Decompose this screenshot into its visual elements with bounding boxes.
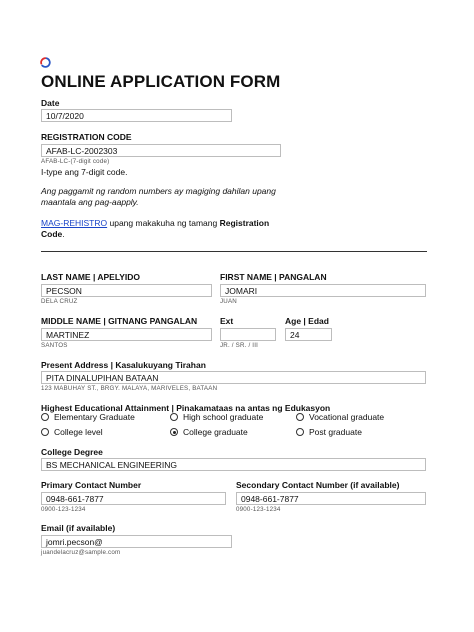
first-name-field[interactable]: JOMARI — [220, 284, 426, 297]
radio-selected-icon — [170, 428, 178, 436]
last-name-field[interactable]: PECSON — [41, 284, 212, 297]
education-option-college-graduate[interactable] — [170, 427, 248, 437]
education-option-vocational[interactable] — [296, 412, 384, 422]
middle-name-label: MIDDLE NAME | GITNANG PANGALAN — [41, 316, 198, 326]
ext-hint: JR. / SR. / III — [220, 342, 259, 349]
first-name-hint: JUAN — [220, 298, 237, 305]
secondary-contact-field[interactable]: 0948-661-7877 — [236, 492, 426, 505]
primary-contact-hint: 0900-123-1234 — [41, 506, 86, 513]
education-option-label: High school graduate — [183, 412, 264, 422]
brand-logo-icon — [40, 57, 51, 68]
email-field[interactable]: jomri.pecson@ — [41, 535, 232, 548]
page-title: ONLINE APPLICATION FORM — [41, 72, 281, 91]
date-field[interactable]: 10/7/2020 — [41, 109, 232, 122]
register-instruction-code: Code — [41, 229, 63, 239]
registration-code-field[interactable]: AFAB-LC-2002303 — [41, 144, 281, 157]
last-name-hint: DELA CRUZ — [41, 298, 78, 305]
college-degree-label: College Degree — [41, 447, 103, 457]
register-instruction-period: . — [62, 229, 65, 239]
education-option-label: Vocational graduate — [309, 412, 385, 422]
radio-circle-icon — [296, 428, 304, 436]
email-hint: juandelacruz@sample.com — [41, 549, 121, 556]
random-numbers-warning-line1: Ang paggamit ng random numbers ay magiging dahilan upang — [41, 186, 276, 196]
register-instruction-bold: Registration — [219, 218, 270, 228]
primary-contact-field[interactable]: 0948-661-7877 — [41, 492, 226, 505]
education-option-label: College graduate — [183, 427, 248, 437]
education-option-label: College level — [54, 427, 103, 437]
registration-code-hint: AFAB-LC-(7-digit code) — [41, 158, 110, 165]
education-option-label: Elementary Graduate — [54, 412, 135, 422]
register-instruction-line2 — [41, 229, 65, 239]
radio-circle-icon — [170, 413, 178, 421]
middle-name-field[interactable]: MARTINEZ — [41, 328, 212, 341]
radio-circle-icon — [41, 428, 49, 436]
radio-circle-icon — [41, 413, 49, 421]
address-hint: 123 MABUHAY ST., BRGY. MALAYA, MARIVELES, BATAAN — [41, 385, 218, 392]
address-field[interactable]: PITA DINALUPIHAN BATAAN — [41, 371, 426, 384]
middle-name-hint: SANTOS — [41, 342, 68, 349]
register-instruction — [41, 218, 269, 228]
age-field[interactable]: 24 — [285, 328, 332, 341]
education-option-post-graduate[interactable] — [296, 427, 362, 437]
radio-circle-icon — [296, 413, 304, 421]
ext-label: Ext — [220, 316, 234, 326]
secondary-contact-hint: 0900-123-1234 — [236, 506, 281, 513]
education-option-label: Post graduate — [309, 427, 362, 437]
registration-code-note: I-type ang 7-digit code. — [41, 167, 128, 177]
register-instruction-text: upang makakuha ng tamang — [107, 218, 220, 228]
age-label: Age | Edad — [285, 316, 329, 326]
random-numbers-warning-line2: maantala ang pag-aapply. — [41, 197, 139, 207]
ext-field[interactable] — [220, 328, 276, 341]
registration-code-label: REGISTRATION CODE — [41, 132, 132, 142]
secondary-contact-label: Secondary Contact Number (if available) — [236, 480, 400, 490]
primary-contact-label: Primary Contact Number — [41, 480, 142, 490]
education-label: Highest Educational Attainment | Pinakamataas na antas ng Edukasyon — [41, 403, 331, 413]
register-link[interactable]: MAG-REHISTRO — [41, 218, 108, 228]
email-label: Email (if available) — [41, 523, 116, 533]
last-name-label: LAST NAME | APELYIDO — [41, 272, 141, 282]
section-divider — [41, 251, 427, 252]
education-option-high-school[interactable] — [170, 412, 263, 422]
address-label: Present Address | Kasalukuyang Tirahan — [41, 360, 206, 370]
first-name-label: FIRST NAME | PANGALAN — [220, 272, 327, 282]
date-label: Date — [41, 98, 60, 108]
college-degree-field[interactable]: BS MECHANICAL ENGINEERING — [41, 458, 426, 471]
education-option-college-level[interactable] — [41, 427, 103, 437]
education-option-elementary[interactable] — [41, 412, 135, 422]
